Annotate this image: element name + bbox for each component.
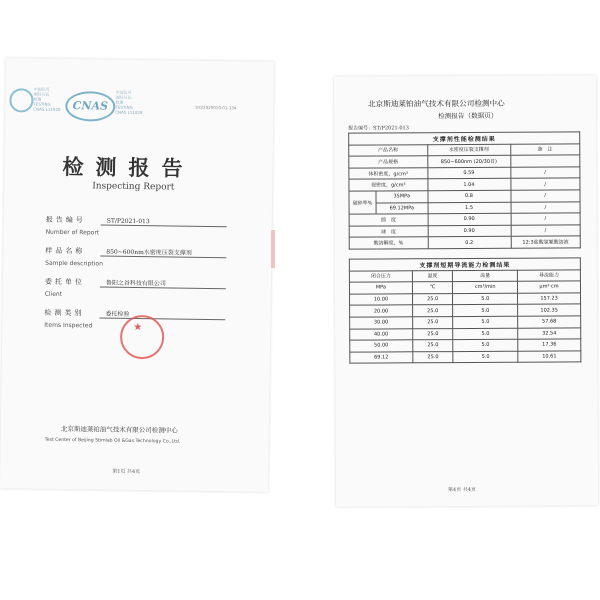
table-cell: / [511, 201, 581, 213]
table-cell: 5.0 [453, 328, 518, 340]
field-label-en: Items Inspected [44, 321, 93, 330]
report-cover-page [0, 58, 274, 492]
seal-star-icon: ★ [133, 321, 143, 334]
table-cell: 35MPa [376, 191, 428, 203]
field-label-en: Client [44, 290, 63, 298]
table-cell: / [511, 213, 581, 225]
table-cell: 0.90 [428, 213, 511, 225]
table-cell: 40.00 [350, 328, 413, 340]
table-cell [510, 155, 580, 167]
table-cell: 5.0 [453, 305, 518, 317]
report-title: 检测报告 [62, 153, 195, 181]
table-cell: 产品名称 [349, 144, 428, 156]
table-row [350, 351, 581, 364]
data-page-title: 北京斯迪莱铂油气技术有限公司检测中心 [367, 98, 505, 109]
table-cell: 5.0 [453, 293, 518, 305]
accreditation-text-1: 中国认可 国际互认 检测 TESTING CNAS L11828 [33, 86, 61, 112]
page-number: 第1页 共4页 [112, 468, 141, 476]
conductivity-table [349, 257, 582, 364]
table-cell: 25.0 [413, 340, 454, 352]
column-unit: ℃ [412, 282, 453, 294]
table-cell: 69.12MPa [376, 202, 428, 214]
report-subtitle: Inspecting Report [92, 181, 175, 193]
table-cell: 850~600nm (20/30目) [427, 155, 510, 167]
binding-mark [271, 230, 275, 268]
certificate-number: SYZ2020010-01-134 [195, 104, 237, 111]
table-cell: 25.0 [412, 305, 453, 317]
table-heading: 支撑剂性能检测结果 [349, 132, 580, 145]
report-number: 报告编号：ST/P2021-013 [348, 125, 409, 132]
table-cell: 5.0 [453, 316, 518, 328]
column-header: 温度 [412, 270, 453, 282]
field-label: 委托单位 [44, 277, 85, 287]
field-label: 报告编号 [45, 215, 86, 225]
table-cell: 157.23 [518, 293, 581, 305]
page-number: 第4页 共4页 [448, 486, 477, 494]
table-cell: 5.0 [453, 351, 518, 363]
table-cell: 0.59 [427, 167, 510, 179]
table-cell: 12:3盐酸氢氟酸溶液 [511, 236, 581, 248]
table-cell: 0.2 [428, 237, 511, 249]
field-value: 850~600nm水密度压裂支撑剂 [100, 246, 226, 258]
table-cell: 10.00 [350, 294, 413, 306]
table-cell: 30.00 [350, 317, 413, 329]
field-label-en: Number of Report [45, 228, 100, 237]
performance-table [348, 131, 581, 249]
column-unit: μm²·cm [518, 281, 581, 293]
field-value: ST/P2021-013 [101, 217, 227, 227]
report-data-page [334, 75, 598, 506]
table-cell: 圆 度 [349, 214, 428, 226]
table-row [349, 236, 580, 249]
organization-name-en: Test Center of Beijing Stimlab Oil &Gas Technology Co.,Ltd. [44, 437, 181, 445]
table-cell: 视密度，g/cm³ [349, 179, 428, 191]
accreditation-text-2: 中国认可 国际互认 检测 TESTING CNAS L11828 [115, 89, 143, 116]
accreditation-logo [9, 88, 33, 112]
cnas-logo: CNAS [65, 91, 115, 122]
column-unit: cm³/min [453, 281, 518, 293]
table-heading: 支撑剂短期导流能力检测结果 [349, 258, 580, 271]
table-cell: 50.00 [350, 340, 413, 352]
sample-description-field [45, 246, 226, 259]
field-label: 检测类别 [44, 308, 85, 318]
table-cell: 69.12 [350, 352, 413, 364]
organization-name: 北京斯迪莱铂油气技术有限公司检测中心 [60, 424, 178, 435]
column-header: 导流能力 [517, 269, 580, 281]
field-label-en: Sample description [45, 259, 103, 268]
field-value: 委托检验 [99, 308, 225, 320]
table-cell: / [510, 167, 580, 179]
table-cell: 酸溶解度，% [349, 237, 428, 249]
column-header: 流量 [453, 270, 518, 282]
table-cell: 57.68 [518, 316, 581, 328]
table-cell: 0.90 [428, 225, 511, 237]
client-field [45, 277, 226, 290]
table-cell: 球 度 [349, 225, 428, 237]
table-cell: 32.54 [518, 327, 581, 339]
field-value: 鲁阳之谷科技有限公司 [100, 277, 226, 289]
table-cell: / [510, 190, 580, 202]
table-cell: 1.04 [427, 179, 510, 191]
table-cell: 破碎率% [349, 191, 376, 214]
table-cell: 备 注 [510, 143, 580, 155]
table-cell: / [510, 178, 580, 190]
table-cell: 102.35 [518, 304, 581, 316]
table-cell: 体积密度，g/cm³ [349, 167, 428, 179]
column-unit: MPa [349, 282, 412, 294]
table-cell: 产品规格 [349, 156, 428, 168]
table-cell: 25.0 [412, 317, 453, 329]
table-cell: 5.0 [453, 339, 518, 351]
table-cell: 25.0 [412, 293, 453, 305]
table-cell: 1.5 [428, 202, 511, 214]
table-cell: 25.0 [413, 328, 454, 340]
field-label: 样品名称 [45, 246, 86, 256]
data-page-subtitle: 检测报告（数据页） [438, 111, 498, 121]
table-cell: 10.61 [518, 351, 581, 363]
report-number-field [46, 215, 227, 228]
table-cell: 20.00 [350, 305, 413, 317]
column-header: 闭合压力 [349, 270, 412, 282]
table-cell: 25.0 [413, 351, 454, 363]
table-cell: / [511, 225, 581, 237]
table-cell: 水密度压裂支撑剂 [427, 144, 510, 156]
table-cell: 17.36 [518, 339, 581, 351]
table-cell: 0.8 [427, 190, 510, 202]
